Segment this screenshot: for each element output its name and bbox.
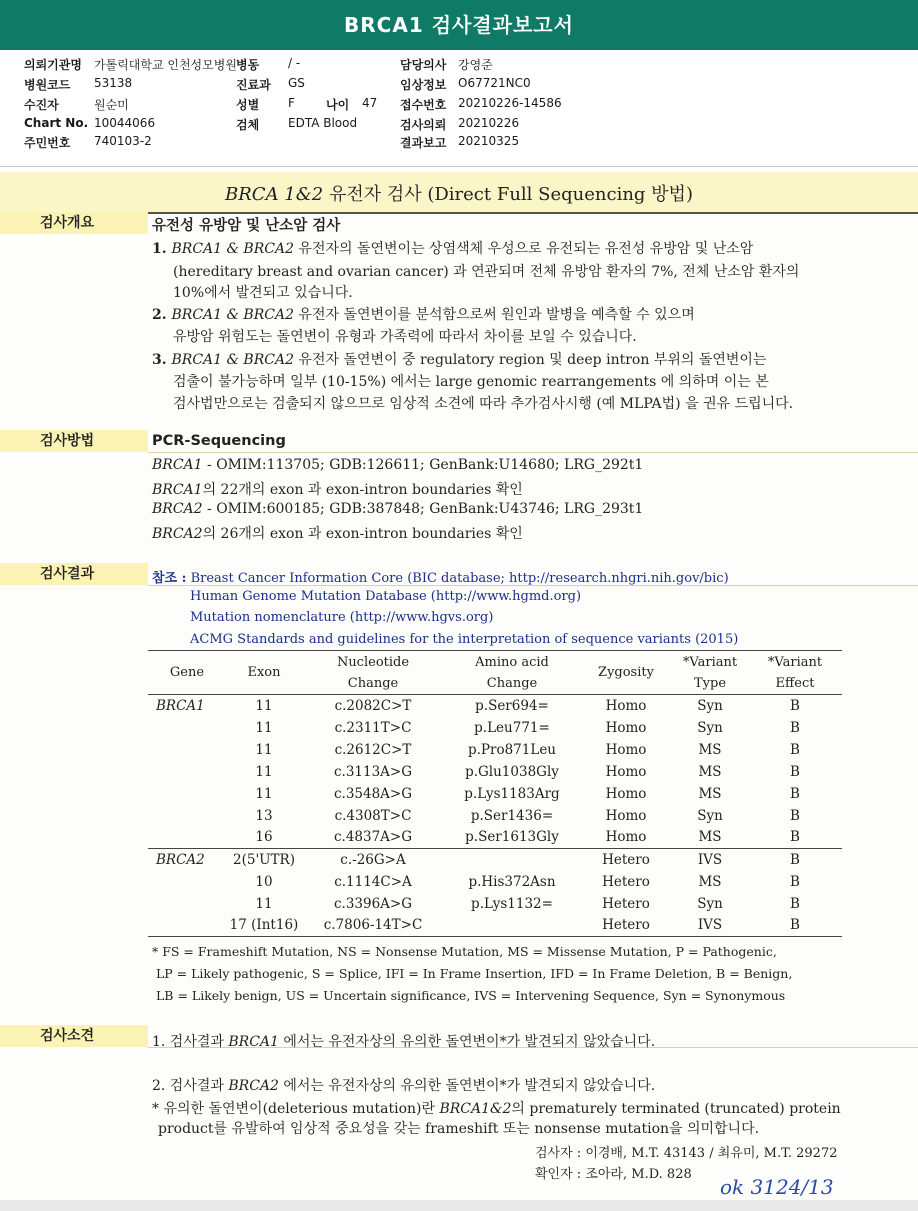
section-label-result: 검사결과 xyxy=(0,563,148,585)
report-date-value: 20210325 xyxy=(458,134,520,148)
receipt-label: 접수번호 xyxy=(400,98,447,112)
col-nucleotide: Nucleotide Change xyxy=(302,651,444,695)
clinical-label: 임상정보 xyxy=(400,78,447,92)
reference-line-1: 참조 : Breast Cancer Information Core (BIC database; http://research.nhgri.nih.gov/bic) xyxy=(152,571,729,586)
table-row: BRCA2 2(5'UTR) c.-26G>A Hetero IVS B xyxy=(156,851,800,868)
table-row: 11 c.3396A>G p.Lys1132= Hetero Syn B xyxy=(255,895,800,912)
receipt-value: 20210226-14586 xyxy=(458,96,562,110)
table-row: 17 (Int16) c.7806-14T>C Hetero IVS B xyxy=(148,915,842,937)
table-row: 11 c.3113A>G p.Glu1038Gly Homo MS B xyxy=(255,763,800,780)
sex-label: 성별 xyxy=(236,98,260,112)
overview-point-3-line-2: 검출이 불가능하며 일부 (10-15%) 에서는 large genomic rearrangements 에 의하며 이는 본 xyxy=(173,374,769,390)
table-row: 13 c.4308T>C p.Ser1436= Homo Syn B xyxy=(255,807,800,824)
finding-note-1: * 유의한 돌연변이(deleterious mutation)란 BRCA1&2의 prematurely terminated (truncated) protein xyxy=(152,1101,841,1117)
legend-line-1: * FS = Frameshift Mutation, NS = Nonsense Mutation, MS = Missense Mutation, P = Pathogenic, xyxy=(152,944,777,959)
sex-value: F xyxy=(288,96,295,110)
table-row: 11 c.3548A>G p.Lys1183Arg Homo MS B xyxy=(255,785,800,802)
col-gene: Gene xyxy=(148,651,226,695)
legend-line-2: LP = Likely pathogenic, S = Splice, IFI = In Frame Insertion, IFD = In Frame Deletion, B = Benign, xyxy=(156,966,793,981)
doctor-value: 강영준 xyxy=(458,58,493,72)
confirmer-line: 확인자 : 조아라, M.D. 828 xyxy=(535,1167,692,1182)
table-row: 11 c.2612C>T p.Pro871Leu Homo MS B xyxy=(255,741,800,758)
reference-line-3: Mutation nomenclature (http://www.hgvs.org) xyxy=(190,610,494,625)
patient-info-block xyxy=(0,54,918,166)
doctor-label: 담당의사 xyxy=(400,58,447,72)
table-row: 16 c.4837A>G p.Ser1613Gly Homo MS B xyxy=(148,827,842,849)
section-label-method: 검사방법 xyxy=(0,430,148,452)
overview-point-3: 3. BRCA1 & BRCA2 유전자 돌연변이 중 regulatory region 및 deep intron 부위의 돌연변이는 xyxy=(152,352,767,368)
test-title-band xyxy=(0,172,918,214)
signature-text: ok 3124/13 xyxy=(720,1175,834,1199)
department-label: 진료과 xyxy=(236,78,271,92)
report-title: BRCA1 검사결과보고서 xyxy=(344,13,574,37)
col-variant-effect: *Variant Effect xyxy=(748,651,842,695)
finding-note-2: product를 유발하여 임상적 중요성을 갖는 frameshift 또는 nonsense mutation을 의미합니다. xyxy=(158,1121,760,1137)
overview-heading: 유전성 유방암 및 난소암 검사 xyxy=(152,218,341,234)
col-exon: Exon xyxy=(226,651,302,695)
col-zygosity: Zygosity xyxy=(580,651,672,695)
finding-1: 1. 검사결과 BRCA1 에서는 유전자상의 유의한 돌연변이*가 발견되지 않았습니다. xyxy=(152,1034,656,1050)
table-row: BRCA1 11 c.2082C>T p.Ser694= Homo Syn B xyxy=(156,697,800,714)
method-heading: PCR-Sequencing xyxy=(152,433,286,449)
meta-divider xyxy=(0,166,918,167)
specimen-value: EDTA Blood xyxy=(288,116,358,130)
reference-line-4: ACMG Standards and guidelines for the interpretation of sequence variants (2015) xyxy=(190,632,739,647)
report-date-label: 결과보고 xyxy=(400,136,447,150)
hospital-code-value: 53138 xyxy=(94,76,133,90)
ward-label: 병동 xyxy=(236,58,260,72)
specimen-label: 검체 xyxy=(236,118,260,132)
handwritten-signature xyxy=(710,1168,860,1204)
method-line-2: BRCA1의 22개의 exon 과 exon-intron boundaries 확인 xyxy=(152,482,523,498)
age-label: 나이 xyxy=(326,98,350,112)
institution-value: 가톨릭대학교 인천성모병원 xyxy=(94,58,237,72)
method-line-4: BRCA2의 26개의 exon 과 exon-intron boundaries 확인 xyxy=(152,526,523,542)
age-value: 47 xyxy=(362,96,378,110)
overview-point-1-line-2: (hereditary breast and ovarian cancer) 과 연관되며 전체 유방암 환자의 7%, 전체 난소암 환자의 xyxy=(173,264,800,280)
clinical-value: O67721NC0 xyxy=(458,76,531,90)
request-label: 검사의뢰 xyxy=(400,118,447,132)
institution-label: 의뢰기관명 xyxy=(24,58,82,72)
section-label-overview: 검사개요 xyxy=(0,212,148,234)
patient-label: 수진자 xyxy=(24,98,59,112)
id-label: 주민번호 xyxy=(24,136,71,150)
bottom-strip xyxy=(0,1200,918,1211)
variant-table xyxy=(148,650,842,937)
request-value: 20210226 xyxy=(458,116,520,130)
hospital-code-label: 병원코드 xyxy=(24,78,71,92)
method-line-3: BRCA2 - OMIM:600185; GDB:387848; GenBank:U43746; LRG_293t1 xyxy=(152,501,644,517)
chart-label: Chart No. xyxy=(24,116,89,130)
department-value: GS xyxy=(288,76,305,90)
section-label-finding: 검사소견 xyxy=(0,1025,148,1047)
method-divider xyxy=(148,452,918,453)
finding-2: 2. 검사결과 BRCA2 에서는 유전자상의 유의한 돌연변이*가 발견되지 않았습니다. xyxy=(152,1078,656,1094)
chart-value: 10044066 xyxy=(94,116,156,130)
overview-point-1: 1. BRCA1 & BRCA2 유전자의 돌연변이는 상염색체 우성으로 유전되는 유전성 유방암 및 난소암 xyxy=(152,241,754,257)
patient-value: 원순미 xyxy=(94,98,129,112)
col-variant-type: *Variant Type xyxy=(672,651,748,695)
col-amino-acid: Amino acid Change xyxy=(444,651,580,695)
overview-point-2: 2. BRCA1 & BRCA2 유전자 돌연변이를 분석함으로써 원인과 발병을 예측할 수 있으며 xyxy=(152,307,695,323)
ward-value: / - xyxy=(288,56,301,70)
report-title-bar xyxy=(0,0,918,50)
overview-point-3-line-3: 검사법만으로는 검출되지 않으므로 임상적 소견에 따라 추가검사시행 (예 MLPA법) 을 권유 드립니다. xyxy=(173,396,794,412)
test-title: BRCA 1&2 유전자 검사 (Direct Full Sequencing 방법) xyxy=(225,184,693,205)
overview-point-1-line-3: 10%에서 발견되고 있습니다. xyxy=(173,285,353,301)
table-row: 11 c.2311T>C p.Leu771= Homo Syn B xyxy=(255,719,800,736)
tester-line: 검사자 : 이경배, M.T. 43143 / 최유미, M.T. 29272 xyxy=(535,1146,838,1161)
reference-line-2: Human Genome Mutation Database (http://www.hgmd.org) xyxy=(190,589,582,604)
overview-point-2-line-2: 유방암 위험도는 돌연변이 유형과 가족력에 따라서 차이를 보일 수 있습니다. xyxy=(173,329,637,345)
table-row: 10 c.1114C>A p.His372Asn Hetero MS B xyxy=(255,873,800,890)
id-value: 740103-2 xyxy=(94,134,152,148)
legend-line-3: LB = Likely benign, US = Uncertain significance, IVS = Intervening Sequence, Syn = Synonymous xyxy=(156,988,786,1003)
method-line-1: BRCA1 - OMIM:113705; GDB:126611; GenBank:U14680; LRG_292t1 xyxy=(152,457,644,473)
